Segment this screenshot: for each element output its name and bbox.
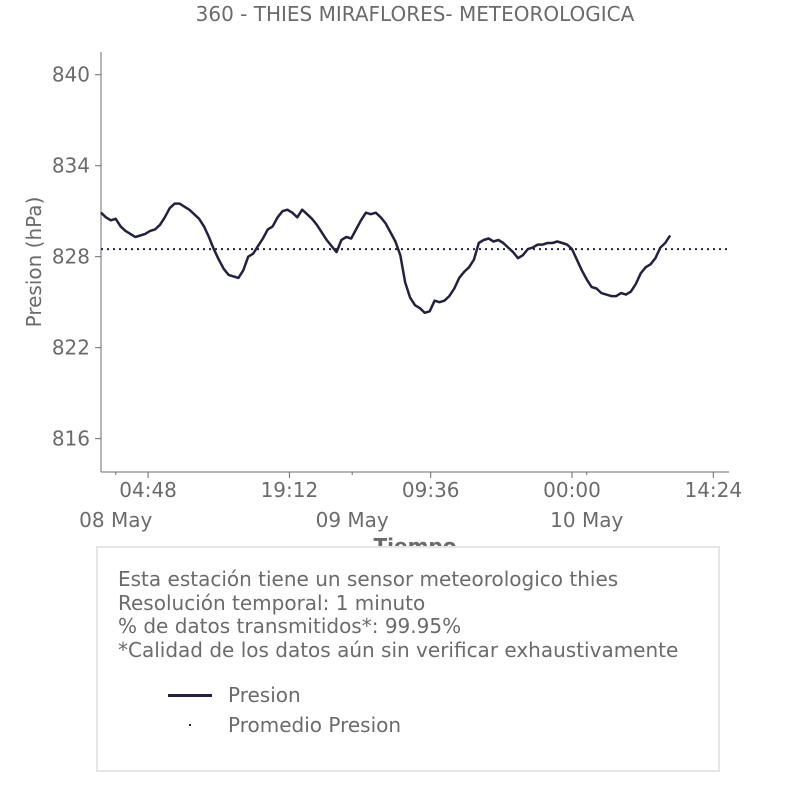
legend-dot-swatch xyxy=(168,710,212,740)
x-date-label: 10 May xyxy=(550,508,624,532)
info-line-resolution: Resolución temporal: 1 minuto xyxy=(118,590,426,615)
x-tick-label: 00:00 xyxy=(543,478,601,502)
x-tick-label: 14:24 xyxy=(684,478,743,502)
chart-title: 360 - THIES MIRAFLORES- METEOROLOGICA xyxy=(195,2,635,26)
y-tick-label: 840 xyxy=(51,62,90,87)
legend-label-presion: Presion xyxy=(228,683,301,707)
info-line-sensor: Esta estación tiene un sensor meteorologico thies xyxy=(118,567,619,591)
x-date-label: 09 May xyxy=(315,508,389,532)
x-tick-label: 04:48 xyxy=(119,478,177,502)
y-tick-label: 822 xyxy=(51,335,90,360)
info-box xyxy=(96,546,720,772)
x-tick-label: 09:36 xyxy=(401,478,460,502)
legend-item-presion xyxy=(168,680,401,710)
series-presion xyxy=(101,204,670,313)
legend-label-promedio: Promedio Presion xyxy=(228,713,402,737)
y-tick-label: 828 xyxy=(51,244,90,269)
legend-line-swatch xyxy=(168,680,212,710)
x-tick-label: 19:12 xyxy=(260,478,319,502)
y-tick-label: 816 xyxy=(51,426,90,451)
y-tick-label: 834 xyxy=(51,153,90,178)
info-text xyxy=(118,568,678,662)
info-line-quality: *Calidad de los datos aún sin verificar exhaustivamente xyxy=(118,637,679,662)
legend-item-promedio xyxy=(168,710,401,740)
legend xyxy=(168,680,401,740)
info-line-transmitted: % de datos transmitidos*: 99.95% xyxy=(118,614,462,638)
y-axis-label: Presion (hPa) xyxy=(22,196,46,328)
x-date-label: 08 May xyxy=(79,508,153,532)
